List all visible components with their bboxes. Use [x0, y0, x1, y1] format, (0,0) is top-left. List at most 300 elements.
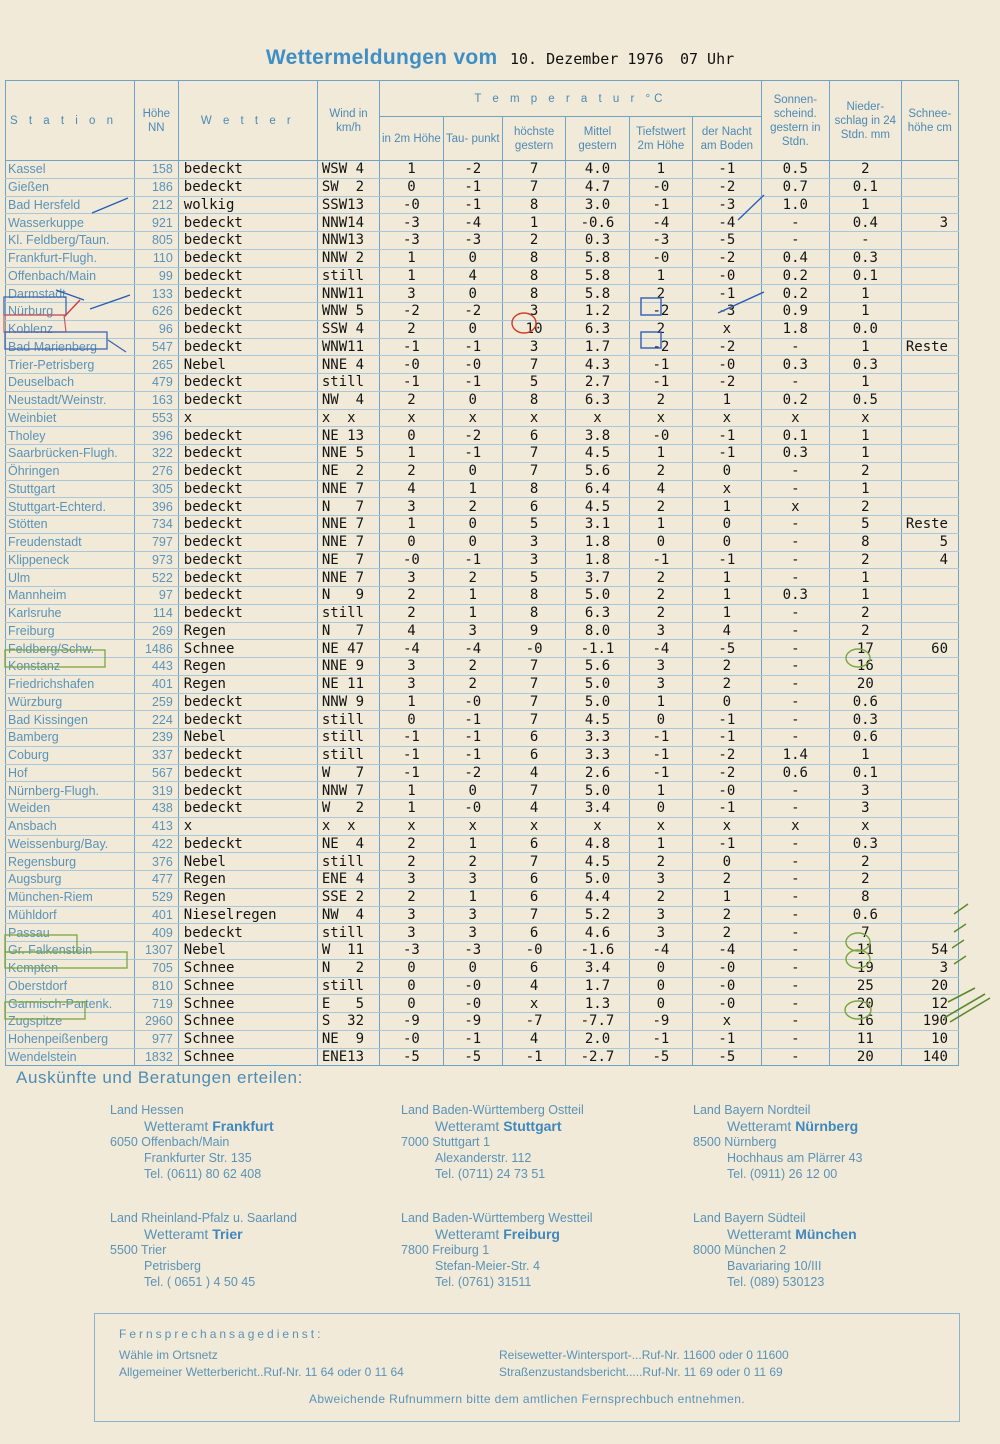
table-row [6, 675, 959, 693]
cell-taupunkt: -9 [443, 1013, 502, 1031]
cell-hoechste: 8 [502, 285, 565, 303]
cell-hoechste: 7 [502, 906, 565, 924]
header-nacht: der Nacht am Boden [693, 117, 762, 161]
cell-tiefstwert: x [629, 409, 692, 427]
cell-niederschlag: 2 [830, 161, 902, 179]
cell-wind: W 11 [317, 942, 379, 960]
cell-temp-2m: 3 [380, 871, 443, 889]
cell-taupunkt: 1 [443, 604, 502, 622]
cell-wetter: Schnee [178, 640, 317, 658]
cell-wind: still [317, 853, 379, 871]
cell-nacht: 0 [693, 516, 762, 534]
table-row [6, 746, 959, 764]
cell-hoehe: 110 [134, 249, 178, 267]
cell-mittel: 4.5 [566, 498, 629, 516]
cell-tiefstwert: -1 [629, 764, 692, 782]
cell-station: Weissenburg/Bay. [6, 835, 135, 853]
cell-mittel: 3.4 [566, 800, 629, 818]
cell-wetter: bedeckt [178, 161, 317, 179]
cell-schnee [901, 569, 958, 587]
cell-schnee [901, 853, 958, 871]
cell-nacht: -4 [693, 214, 762, 232]
cell-hoehe: 422 [134, 835, 178, 853]
cell-nacht: -1 [693, 445, 762, 463]
cell-nacht: 0 [693, 462, 762, 480]
cell-temp-2m: 0 [380, 711, 443, 729]
cell-wetter: bedeckt [178, 338, 317, 356]
cell-schnee: 10 [901, 1030, 958, 1048]
cell-hoehe: 163 [134, 391, 178, 409]
cell-tiefstwert: -3 [629, 232, 692, 250]
cell-hoehe: 276 [134, 462, 178, 480]
cell-wetter: bedeckt [178, 764, 317, 782]
cell-hoechste: 3 [502, 551, 565, 569]
cell-wetter: Schnee [178, 1013, 317, 1031]
header-taupunkt: Tau- punkt [443, 117, 502, 161]
cell-mittel: 1.2 [566, 303, 629, 321]
cell-wind: NE 11 [317, 675, 379, 693]
cell-wind: still [317, 604, 379, 622]
cell-taupunkt: 2 [443, 658, 502, 676]
cell-hoehe: 734 [134, 516, 178, 534]
cell-sonne: 0.9 [761, 303, 830, 321]
cell-tiefstwert: 1 [629, 693, 692, 711]
cell-nacht: 2 [693, 675, 762, 693]
cell-taupunkt: -0 [443, 995, 502, 1013]
cell-hoehe: 305 [134, 480, 178, 498]
cell-nacht: -1 [693, 285, 762, 303]
cell-taupunkt: -1 [443, 551, 502, 569]
cell-hoechste: 8 [502, 267, 565, 285]
cell-niederschlag: 16 [830, 1013, 902, 1031]
cell-taupunkt: 0 [443, 391, 502, 409]
cell-temp-2m: -0 [380, 551, 443, 569]
cell-sonne: - [761, 658, 830, 676]
cell-temp-2m: 0 [380, 977, 443, 995]
cell-wetter: bedeckt [178, 391, 317, 409]
cell-wetter: bedeckt [178, 232, 317, 250]
cell-nacht: x [693, 320, 762, 338]
cell-tiefstwert: 0 [629, 995, 692, 1013]
cell-hoechste: 6 [502, 427, 565, 445]
cell-hoehe: 212 [134, 196, 178, 214]
cell-station: Bad Marienberg [6, 338, 135, 356]
cell-wetter: bedeckt [178, 746, 317, 764]
table-row [6, 214, 959, 232]
cell-sonne: - [761, 232, 830, 250]
cell-taupunkt: -0 [443, 356, 502, 374]
cell-hoehe: 2960 [134, 1013, 178, 1031]
cell-schnee: 5 [901, 533, 958, 551]
cell-sonne: 0.5 [761, 161, 830, 179]
phone-service-title: Fernsprechansagedienst: [119, 1327, 324, 1341]
phone-service-box [94, 1313, 960, 1422]
cell-hoechste: 3 [502, 533, 565, 551]
cell-station: Hohenpeißenberg [6, 1030, 135, 1048]
table-row [6, 303, 959, 321]
cell-wetter: bedeckt [178, 569, 317, 587]
cell-hoechste: 6 [502, 888, 565, 906]
cell-temp-2m: x [380, 817, 443, 835]
table-row [6, 906, 959, 924]
cell-mittel: -7.7 [566, 1013, 629, 1031]
cell-sonne: - [761, 569, 830, 587]
cell-wetter: bedeckt [178, 427, 317, 445]
cell-hoehe: 522 [134, 569, 178, 587]
office-region: Land Bayern Südteil [693, 1211, 806, 1225]
cell-hoechste: x [502, 995, 565, 1013]
cell-station: Zugspitze [6, 1013, 135, 1031]
cell-station: Stuttgart [6, 480, 135, 498]
cell-mittel: 2.7 [566, 374, 629, 392]
cell-tiefstwert: 1 [629, 835, 692, 853]
cell-nacht: -2 [693, 178, 762, 196]
cell-taupunkt: -1 [443, 445, 502, 463]
cell-niederschlag: x [830, 817, 902, 835]
cell-temp-2m: 0 [380, 427, 443, 445]
cell-temp-2m: -1 [380, 338, 443, 356]
cell-sonne: - [761, 675, 830, 693]
cell-niederschlag: 17 [830, 640, 902, 658]
cell-temp-2m: 1 [380, 782, 443, 800]
cell-mittel: 5.8 [566, 285, 629, 303]
cell-wind: NNE 7 [317, 516, 379, 534]
cell-niederschlag: 2 [830, 462, 902, 480]
cell-hoechste: 3 [502, 338, 565, 356]
table-row [6, 374, 959, 392]
cell-tiefstwert: 1 [629, 161, 692, 179]
cell-nacht: x [693, 1013, 762, 1031]
cell-tiefstwert: 2 [629, 888, 692, 906]
cell-hoehe: 114 [134, 604, 178, 622]
cell-station: Ulm [6, 569, 135, 587]
cell-mittel: 2.0 [566, 1030, 629, 1048]
cell-hoehe: 567 [134, 764, 178, 782]
cell-sonne: - [761, 942, 830, 960]
cell-hoehe: 413 [134, 817, 178, 835]
cell-wind: NNE 7 [317, 533, 379, 551]
cell-wind: NNW 9 [317, 693, 379, 711]
office-street: Bavariaring 10/III [727, 1259, 822, 1273]
cell-tiefstwert: 2 [629, 587, 692, 605]
cell-wetter: Nebel [178, 942, 317, 960]
cell-taupunkt: 1 [443, 835, 502, 853]
cell-schnee [901, 267, 958, 285]
cell-hoehe: 396 [134, 427, 178, 445]
cell-niederschlag: 0.3 [830, 356, 902, 374]
cell-tiefstwert: 3 [629, 622, 692, 640]
cell-niederschlag: 0.1 [830, 178, 902, 196]
cell-hoehe: 337 [134, 746, 178, 764]
cell-niederschlag: 0.4 [830, 214, 902, 232]
cell-hoechste: 3 [502, 303, 565, 321]
cell-niederschlag: 2 [830, 498, 902, 516]
cell-hoehe: 97 [134, 587, 178, 605]
header-station: S t a t i o n [6, 81, 135, 161]
cell-nacht: -1 [693, 729, 762, 747]
cell-station: Oberstdorf [6, 977, 135, 995]
cell-sonne: 0.4 [761, 249, 830, 267]
cell-temp-2m: -2 [380, 303, 443, 321]
cell-wind: WSW 4 [317, 161, 379, 179]
cell-wetter: wolkig [178, 196, 317, 214]
cell-wind: NNE 7 [317, 480, 379, 498]
cell-nacht: 1 [693, 888, 762, 906]
cell-hoechste: 8 [502, 391, 565, 409]
cell-hoechste: 10 [502, 320, 565, 338]
cell-tiefstwert: -1 [629, 374, 692, 392]
cell-wind: N 7 [317, 622, 379, 640]
cell-tiefstwert: 2 [629, 853, 692, 871]
cell-sonne: - [761, 835, 830, 853]
cell-wetter: bedeckt [178, 516, 317, 534]
cell-nacht: -2 [693, 338, 762, 356]
cell-schnee [901, 320, 958, 338]
cell-wind: E 5 [317, 995, 379, 1013]
cell-sonne: 1.0 [761, 196, 830, 214]
cell-taupunkt: 2 [443, 853, 502, 871]
cell-schnee [901, 303, 958, 321]
cell-schnee [901, 604, 958, 622]
cell-temp-2m: 4 [380, 622, 443, 640]
cell-temp-2m: -9 [380, 1013, 443, 1031]
cell-tiefstwert: -1 [629, 551, 692, 569]
table-row [6, 959, 959, 977]
cell-sonne: x [761, 817, 830, 835]
weather-table [5, 80, 959, 1066]
cell-hoehe: 626 [134, 303, 178, 321]
cell-mittel: 5.8 [566, 267, 629, 285]
cell-taupunkt: 0 [443, 782, 502, 800]
table-row [6, 409, 959, 427]
cell-mittel: 1.7 [566, 338, 629, 356]
office-frankfurt [110, 1102, 400, 1182]
cell-tiefstwert: 3 [629, 906, 692, 924]
table-row [6, 711, 959, 729]
cell-mittel: 3.0 [566, 196, 629, 214]
cell-schnee [901, 587, 958, 605]
table-row [6, 817, 959, 835]
cell-nacht: -1 [693, 800, 762, 818]
cell-station: Neustadt/Weinstr. [6, 391, 135, 409]
cell-nacht: -5 [693, 640, 762, 658]
office-tel: Tel. (0761) 31511 [435, 1275, 532, 1289]
cell-wetter: Regen [178, 622, 317, 640]
cell-hoehe: 322 [134, 445, 178, 463]
cell-mittel: 4.5 [566, 853, 629, 871]
table-row [6, 196, 959, 214]
cell-temp-2m: 2 [380, 462, 443, 480]
cell-station: Gießen [6, 178, 135, 196]
cell-taupunkt: 3 [443, 622, 502, 640]
cell-schnee [901, 445, 958, 463]
cell-wind: still [317, 746, 379, 764]
cell-taupunkt: -3 [443, 942, 502, 960]
cell-taupunkt: x [443, 409, 502, 427]
cell-taupunkt: -4 [443, 640, 502, 658]
cell-tiefstwert: 1 [629, 267, 692, 285]
cell-tiefstwert: -0 [629, 427, 692, 445]
office-region: Land Bayern Nordteil [693, 1103, 811, 1117]
weather-table-body [6, 161, 959, 1066]
cell-hoehe: 438 [134, 800, 178, 818]
cell-schnee [901, 924, 958, 942]
cell-niederschlag: 1 [830, 285, 902, 303]
cell-tiefstwert: -1 [629, 746, 692, 764]
cell-wind: NW 4 [317, 391, 379, 409]
phone-line-weather: Allgemeiner Wetterbericht..Ruf-Nr. 11 64 oder 0 11 64 [119, 1365, 404, 1379]
cell-mittel: 8.0 [566, 622, 629, 640]
cell-tiefstwert: 2 [629, 462, 692, 480]
cell-schnee: Reste [901, 338, 958, 356]
cell-sonne: - [761, 374, 830, 392]
cell-mittel: 2.6 [566, 764, 629, 782]
cell-hoechste: 7 [502, 853, 565, 871]
cell-sonne: x [761, 498, 830, 516]
cell-tiefstwert: x [629, 817, 692, 835]
cell-tiefstwert: 2 [629, 391, 692, 409]
cell-sonne: 1.4 [761, 746, 830, 764]
phone-footer-note: Abweichende Rufnummern bitte dem amtlichen Fernsprechbuch entnehmen. [308, 1392, 746, 1406]
cell-wind: still [317, 729, 379, 747]
cell-schnee: Reste [901, 516, 958, 534]
cell-station: Kl. Feldberg/Taun. [6, 232, 135, 250]
cell-schnee [901, 356, 958, 374]
header-niederschlag: Nieder- schlag in 24 Stdn. mm [830, 81, 902, 161]
cell-sonne: - [761, 782, 830, 800]
cell-taupunkt: -1 [443, 196, 502, 214]
cell-tiefstwert: -4 [629, 214, 692, 232]
cell-schnee [901, 196, 958, 214]
cell-sonne: 0.2 [761, 267, 830, 285]
cell-nacht: -2 [693, 764, 762, 782]
cell-nacht: x [693, 480, 762, 498]
office-region: Land Baden-Württemberg Westteil [401, 1211, 593, 1225]
cell-hoechste: 7 [502, 711, 565, 729]
cell-hoehe: 239 [134, 729, 178, 747]
cell-schnee [901, 161, 958, 179]
cell-taupunkt: -3 [443, 232, 502, 250]
cell-schnee [901, 888, 958, 906]
cell-hoechste: 9 [502, 622, 565, 640]
cell-tiefstwert: -0 [629, 249, 692, 267]
cell-schnee: 12 [901, 995, 958, 1013]
cell-schnee [901, 391, 958, 409]
table-row [6, 871, 959, 889]
office-city: 7800 Freiburg 1 [401, 1243, 490, 1257]
cell-schnee [901, 693, 958, 711]
cell-station: Weinbiet [6, 409, 135, 427]
office-tel: Tel. (0611) 80 62 408 [144, 1167, 262, 1181]
cell-tiefstwert: -1 [629, 1030, 692, 1048]
cell-station: Mannheim [6, 587, 135, 605]
cell-hoehe: 477 [134, 871, 178, 889]
office-tel: Tel. (0711) 24 73 51 [435, 1167, 546, 1181]
cell-schnee [901, 871, 958, 889]
cell-hoehe: 805 [134, 232, 178, 250]
office-tel: Tel. ( 0651 ) 4 50 45 [144, 1275, 256, 1289]
cell-niederschlag: 0.3 [830, 249, 902, 267]
cell-hoehe: 553 [134, 409, 178, 427]
header-wetter: W e t t e r [178, 81, 317, 161]
cell-hoehe: 443 [134, 658, 178, 676]
office-name: Wetteramt München [727, 1226, 857, 1242]
cell-hoechste: 7 [502, 782, 565, 800]
cell-tiefstwert: 2 [629, 604, 692, 622]
cell-hoechste: -0 [502, 942, 565, 960]
cell-wind: N 9 [317, 587, 379, 605]
cell-schnee [901, 906, 958, 924]
cell-tiefstwert: 4 [629, 480, 692, 498]
cell-mittel: 5.6 [566, 462, 629, 480]
cell-nacht: 1 [693, 569, 762, 587]
cell-mittel: 5.0 [566, 871, 629, 889]
cell-wetter: bedeckt [178, 924, 317, 942]
cell-mittel: -2.7 [566, 1048, 629, 1066]
cell-tiefstwert: -2 [629, 303, 692, 321]
cell-hoehe: 409 [134, 924, 178, 942]
cell-schnee [901, 178, 958, 196]
cell-schnee [901, 729, 958, 747]
cell-temp-2m: -3 [380, 214, 443, 232]
cell-station: Wendelstein [6, 1048, 135, 1066]
cell-sonne: - [761, 711, 830, 729]
cell-nacht: x [693, 817, 762, 835]
cell-tiefstwert: -5 [629, 1048, 692, 1066]
office-nuernberg [693, 1102, 983, 1182]
cell-schnee [901, 249, 958, 267]
cell-station: Garmisch-Partenk. [6, 995, 135, 1013]
cell-wind: still [317, 711, 379, 729]
cell-tiefstwert: 3 [629, 658, 692, 676]
cell-niederschlag: 1 [830, 338, 902, 356]
table-row [6, 161, 959, 179]
cell-wetter: x [178, 817, 317, 835]
cell-wind: NW 4 [317, 906, 379, 924]
title-main: Wettermeldungen vom [265, 46, 498, 69]
cell-taupunkt: 3 [443, 924, 502, 942]
cell-sonne: - [761, 622, 830, 640]
cell-hoehe: 705 [134, 959, 178, 977]
cell-nacht: -1 [693, 711, 762, 729]
table-row [6, 764, 959, 782]
cell-temp-2m: 2 [380, 320, 443, 338]
cell-mittel: 3.3 [566, 746, 629, 764]
table-row [6, 391, 959, 409]
cell-wetter: bedeckt [178, 533, 317, 551]
cell-station: Stötten [6, 516, 135, 534]
office-street: Frankfurter Str. 135 [144, 1151, 252, 1165]
cell-wetter: Schnee [178, 1030, 317, 1048]
cell-temp-2m: 3 [380, 498, 443, 516]
cell-wind: S 32 [317, 1013, 379, 1031]
table-row [6, 888, 959, 906]
cell-nacht: -2 [693, 374, 762, 392]
cell-temp-2m: 0 [380, 995, 443, 1013]
cell-temp-2m: -1 [380, 374, 443, 392]
cell-mittel: 5.0 [566, 782, 629, 800]
cell-sonne: - [761, 977, 830, 995]
cell-temp-2m: 3 [380, 658, 443, 676]
cell-hoechste: 7 [502, 161, 565, 179]
cell-station: Bad Hersfeld [6, 196, 135, 214]
cell-mittel: 6.3 [566, 320, 629, 338]
cell-nacht: -0 [693, 959, 762, 977]
cell-schnee [901, 711, 958, 729]
cell-taupunkt: 0 [443, 249, 502, 267]
cell-hoechste: 4 [502, 764, 565, 782]
cell-nacht: -2 [693, 746, 762, 764]
